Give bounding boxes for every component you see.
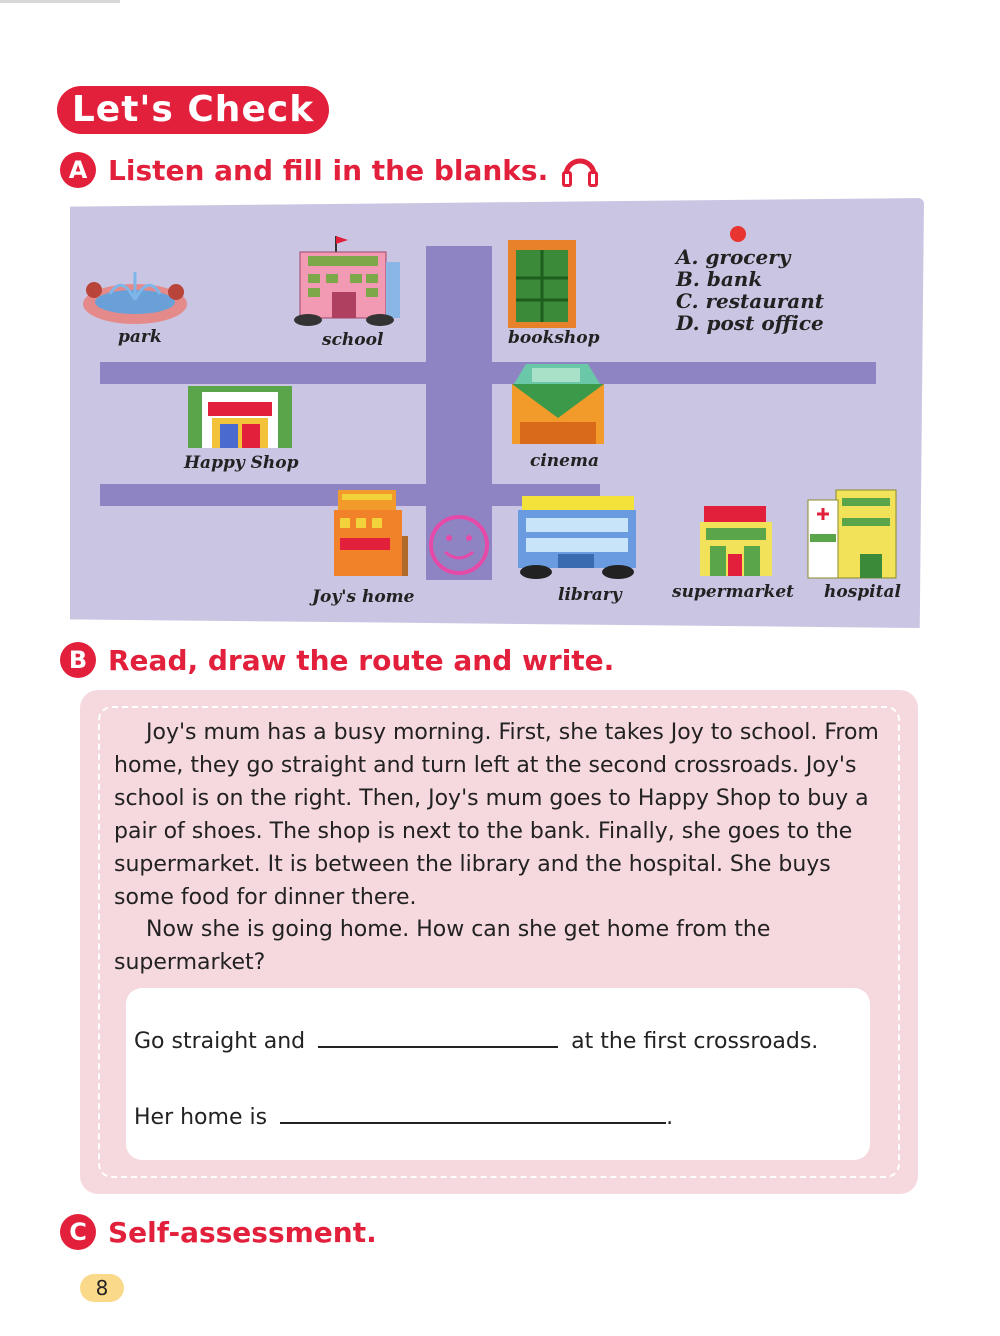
school-icon — [288, 234, 412, 326]
answer-2-prefix: Her home is — [134, 1105, 268, 1130]
supermarket-icon — [698, 504, 774, 578]
legend-item: D. post office — [676, 311, 824, 335]
section-b-title: Read, draw the route and write. — [108, 643, 615, 677]
park-icon — [82, 264, 188, 326]
answer-2-suffix: . — [666, 1105, 674, 1130]
answer-box — [126, 988, 870, 1160]
section-b-heading — [60, 640, 614, 680]
section-a-badge: A — [60, 152, 96, 188]
section-c-heading — [60, 1212, 377, 1252]
happy-shop-icon — [186, 384, 294, 450]
school-label: school — [322, 330, 384, 350]
headphones-icon[interactable] — [560, 151, 600, 189]
legend-list — [676, 246, 824, 334]
reading-paragraph-1: Joy's mum has a busy morning. First, she takes Joy to school. From home, they go straight and turn left at the second crossroads. Joy's school is on the right. Then, Joy's mum goes to Happy Shop to buy a pair of shoes. The shop is next to the bank. Finally, she goes to the supermarket. It is between the library and the hospital. She buys some food for dinner there. — [114, 720, 879, 910]
legend-item: A. grocery — [676, 245, 791, 269]
section-a-heading — [60, 150, 600, 190]
section-a-title: Listen and fill in the blanks. — [108, 153, 549, 187]
section-b-badge: B — [60, 642, 96, 678]
hospital-label: hospital — [824, 582, 901, 602]
reading-paragraph-2: Now she is going home. How can she get home from the supermarket? — [114, 917, 771, 975]
cinema-label: cinema — [530, 451, 599, 471]
answer-line-2 — [134, 1104, 673, 1130]
bookshop-icon — [506, 238, 578, 330]
hospital-icon — [806, 488, 898, 580]
answer-1-prefix: Go straight and — [134, 1029, 306, 1054]
library-icon — [514, 494, 640, 580]
location-dot — [730, 226, 746, 242]
answer-1-blank[interactable] — [318, 1028, 558, 1048]
section-c-title: Self-assessment. — [108, 1215, 377, 1249]
section-c-badge: C — [60, 1214, 96, 1250]
park-label: park — [118, 327, 162, 347]
page-title: Let's Check — [57, 86, 329, 134]
smiley-face-icon — [428, 514, 490, 576]
cinema-icon — [510, 362, 606, 446]
supermarket-label: supermarket — [672, 582, 794, 602]
legend-item: C. restaurant — [676, 289, 825, 313]
legend-item: B. bank — [676, 267, 763, 291]
answer-2-blank[interactable] — [280, 1104, 666, 1124]
happy-shop-label: Happy Shop — [184, 453, 299, 473]
joys-home-icon — [330, 488, 410, 578]
bookshop-label: bookshop — [508, 328, 600, 348]
page-number: 8 — [80, 1274, 124, 1302]
answer-line-1 — [134, 1028, 818, 1054]
joys-home-label: Joy's home — [312, 587, 415, 607]
top-rule — [0, 0, 120, 3]
answer-1-suffix: at the first crossroads. — [571, 1029, 819, 1054]
library-label: library — [558, 585, 622, 605]
